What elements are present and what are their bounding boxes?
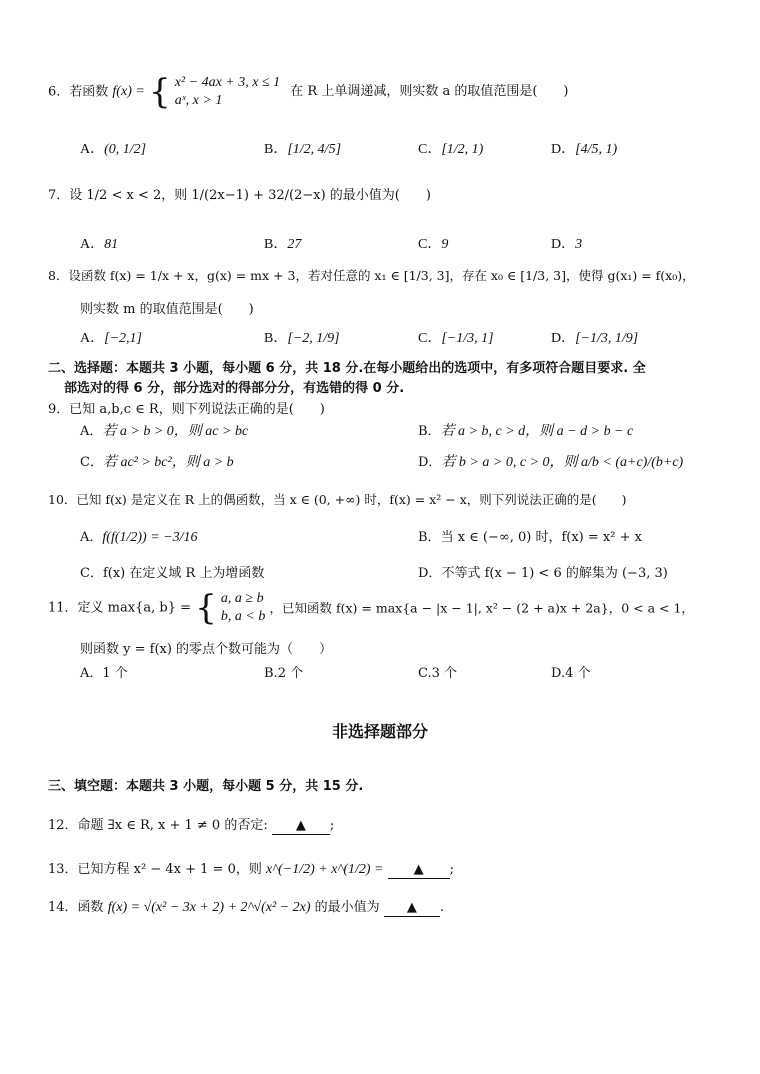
q11-piecewise: [221, 590, 265, 626]
q11-option-d: D.4 个: [551, 666, 591, 681]
q12-stem: 12．命题 ∃x ∈ R, x + 1 ≠ 0 的否定:: [48, 818, 268, 833]
q10-option-c: C．f(x) 在定义域 R 上为增函数: [80, 566, 265, 581]
section-3-title: 三、填空题：本题共 3 小题，每小题 5 分，共 15 分.: [48, 779, 364, 794]
q6-option-b: B．[1/2, 4/5]: [264, 142, 342, 157]
question-7: 7．设 1/2 < x < 2，则 1/(2x−1) + 32/(2−x) 的最小值为( ): [48, 188, 431, 203]
q6-function-name: f(x) =: [112, 83, 145, 99]
q13-blank: ▲: [388, 862, 450, 879]
q7-option-a: A．81: [80, 237, 119, 252]
q8-option-d: D．[−1/3, 1/9]: [551, 331, 639, 346]
q12-end: ;: [329, 818, 335, 833]
q9-option-a: A．若 a > b > 0，则 ac > bc: [80, 424, 249, 439]
q9-option-b: B．若 a > b, c > d，则 a − d > b − c: [418, 424, 634, 439]
q6-option-d: D．[4/5, 1): [551, 142, 618, 157]
q13-expression: x^(−1/2) + x^(1/2) =: [265, 862, 384, 877]
q14-post: 的最小值为: [314, 900, 380, 915]
q6-option-c: C．[1/2, 1): [418, 142, 484, 157]
q11-case-2: b, a < b: [220, 609, 266, 625]
part-title: 非选择题部分: [331, 722, 428, 741]
question-11-line-2: 则函数 y = f(x) 的零点个数可能为（ ）: [80, 642, 333, 657]
q11-option-c: C.3 个: [418, 666, 458, 681]
question-8-line-2: 则实数 m 的取值范围是( ): [80, 302, 254, 317]
q13-stem: 13．已知方程 x² − 4x + 1 = 0，则: [48, 862, 262, 877]
question-13: [48, 862, 454, 879]
q10-option-d: D．不等式 f(x − 1) < 6 的解集为 (−3, 3): [418, 566, 668, 581]
q6-stem-pre: 6．若函数: [48, 84, 109, 100]
q8-option-a: A．[−2,1]: [80, 331, 142, 346]
q11-brace: {: [195, 588, 217, 629]
q6-piecewise: [175, 74, 280, 110]
q6-stem-post: 在 R 上单调递减，则实数 a 的取值范围是( ): [290, 84, 569, 100]
q8-option-c: C．[−1/3, 1]: [418, 331, 494, 346]
question-14: [48, 900, 444, 917]
q7-option-d: D．3: [551, 237, 583, 252]
q11-stem-pre: 11．定义 max{a, b} =: [48, 600, 191, 616]
q8-option-b: B．[−2, 1/9]: [264, 331, 340, 346]
question-10: 10．已知 f(x) 是定义在 R 上的偶函数，当 x ∈ (0, +∞) 时，f(x) = x² − x，则下列说法正确的是( ): [48, 492, 627, 507]
q9-option-c: C．若 ac² > bc²，则 a > b: [80, 455, 234, 470]
section-2-line-2: 部选对的得 6 分，部分选对的得部分分，有选错的得 0 分.: [64, 381, 405, 396]
q6-case-1: x² − 4ax + 3, x ≤ 1: [174, 75, 281, 90]
question-6: [48, 72, 569, 113]
q14-stem: 14．函数: [48, 900, 104, 915]
q9-option-d: D．若 b > a > 0, c > 0，则 a/b < (a+c)/(b+c): [418, 455, 684, 470]
q6-case-2: aˣ, x > 1: [174, 93, 223, 109]
q11-option-a: A．1 个: [80, 666, 128, 681]
q6-option-a: A．(0, 1/2]: [80, 142, 147, 157]
q10-option-b: B．当 x ∈ (−∞, 0) 时，f(x) = x² + x: [418, 530, 642, 545]
q13-end: ;: [449, 862, 455, 877]
q6-brace: {: [148, 72, 171, 113]
section-2-line-1: 二、选择题：本题共 3 小题，每小题 6 分，共 18 分.在每小题给出的选项中，有多项符合题目要求. 全: [48, 361, 646, 376]
question-9: 9．已知 a,b,c ∈ R，则下列说法正确的是( ): [48, 402, 325, 417]
q14-blank: ▲: [384, 900, 440, 917]
q7-option-c: C．9: [418, 237, 449, 252]
q14-expression: f(x) = √(x² − 3x + 2) + 2^√(x² − 2x): [107, 900, 311, 915]
question-8-line-1: 8．设函数 f(x) = 1/x + x，g(x) = mx + 3，若对任意的 x₁ ∈ [1/3, 3]，存在 x₀ ∈ [1/3, 3]，使得 g(x₁) = f(x₀)，: [48, 268, 695, 283]
question-12: [48, 818, 334, 835]
q14-end: .: [439, 900, 444, 915]
q12-blank: ▲: [272, 818, 330, 835]
q11-case-1: a, a ≥ b: [220, 591, 264, 606]
q7-option-b: B．27: [264, 237, 302, 252]
q11-option-b: B.2 个: [264, 666, 304, 681]
q11-stem-post: ，已知函数 f(x) = max{a − |x − 1|, x² − (2 + a)x + 2a}，0 < a < 1，: [269, 600, 694, 616]
q10-option-a: A．f(f(1/2)) = −3/16: [80, 530, 198, 545]
question-11: [48, 588, 694, 629]
